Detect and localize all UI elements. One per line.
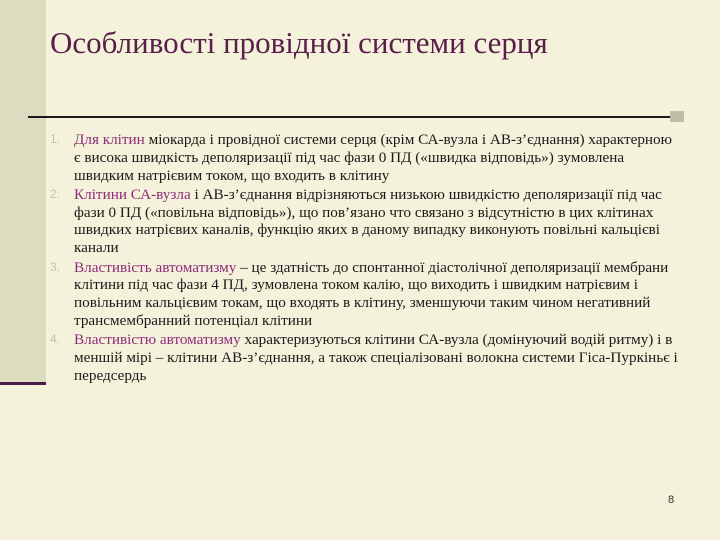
list-number: 3.: [49, 259, 60, 274]
title-divider: [28, 116, 678, 118]
item-text: – це здатність до спонтанної діастолічної деполяризації мембрани клітини під час фази 4 ПД, зумовлена током калію, що виходить і швидким натрієвим і повільним кальцієвим токам, що входять в клітину, зменшуючи таким чином негативний трансмембранний потенціал клітини: [74, 258, 669, 329]
item-text: міокарда і провідної системи серця (крім СА-вузла і АВ-з’єднання) характерною є висока швидкість деполяризації під час фази 0 ПД («швидка відповідь») зумовлена швидким натрієвим током, що входить в клітину: [74, 131, 672, 184]
page-number: 8: [668, 494, 675, 506]
highlight-text: Клітини СА-вузла: [74, 185, 191, 203]
list-number: 2.: [49, 186, 60, 201]
corner-decoration: [670, 111, 684, 122]
content-list: [30, 131, 678, 386]
list-item: [30, 331, 678, 384]
slide-title: Особливості провідної системи серця: [50, 25, 548, 60]
item-text: характеризуються клітини СА-вузла (домінуючий водій ритму) і в меншій мірі – клітини АВ-з’єднання, а також спеціалізовані волокна системи Гіса-Пуркіньє і передсердь: [74, 331, 678, 384]
highlight-text: Для клітин: [74, 131, 145, 148]
list-item: [30, 131, 678, 184]
list-item: [30, 259, 678, 330]
highlight-text: Властивістю автоматизму: [74, 331, 241, 349]
item-text: і АВ-з’єднання відрізняються низькою швидкістю деполяризації під час фази 0 ПД («повільна відповідь»), що пов’язано что связано з відсутністю в цих клітинах швидких натрієвих каналів, функцію яких в даному випадку виконують повільні кальцієві канали: [74, 185, 662, 257]
list-number: 4.: [49, 332, 60, 347]
list-item: [30, 186, 678, 257]
list-number: 1.: [49, 132, 60, 146]
highlight-text: Властивість автоматизму: [74, 258, 237, 276]
